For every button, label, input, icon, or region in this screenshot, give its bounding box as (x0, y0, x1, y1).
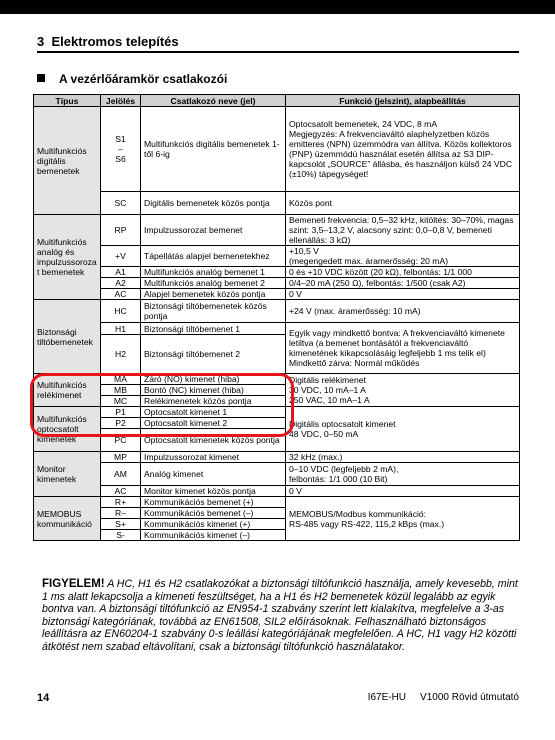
terminal-mark: A2 (101, 278, 141, 289)
group-label: Multifunkciós analóg és impulzussoroza t bemenetek (34, 215, 101, 300)
warning-label: FIGYELEM! (42, 578, 105, 590)
footer-doc-title: V1000 Rövid útmutató (420, 692, 519, 703)
terminal-name: Digitális bemenetek közös pontja (141, 192, 286, 215)
terminal-mark: AM (101, 463, 141, 486)
terminal-name: Relékimenetek közös pontja (141, 396, 286, 407)
terminal-mark: R– (101, 508, 141, 519)
terminal-name: Tápellátás alapjel bemenetekhez (141, 246, 286, 267)
terminal-name: Optocsatolt kimenet 1 (141, 407, 286, 418)
terminal-name: Impulzussorozat kimenet (141, 452, 286, 463)
terminal-mark: S- (101, 530, 141, 541)
header-type: Típus (34, 95, 101, 107)
terminal-name: Biztonsági tiltóbemenetek közös pontja (141, 300, 286, 323)
terminal-mark: +V (101, 246, 141, 267)
terminal-table (33, 94, 520, 541)
warning-text: A HC, H1 és H2 csatlakozókat a biztonsági tiltófunkció használja, amely kevesebb, mint 1 ms alatt lekapcsolja a kimeneti feszültséget, ha a H1 és H2 bemenetek közül legalább az egyik bontva van. A biztonsági tiltófunkció az EN954-1 szabvány szerint lett kialakítva, megfelelve a 3-as biztonsági kategóriának, továbbá az EN61508, SIL2 előírásoknak. Felhasználható biztonságos leállításra az EN60204-1 szabvány 0-s leállási kategóriájának megfelelően. A HC, H1 vagy H2 közötti átkötést nem szabad eltávolítani, csak a biztonsági tiltófunkció használatakor. (42, 578, 518, 653)
terminal-mark: RP (101, 215, 141, 246)
table-row (34, 192, 520, 215)
warning-note (42, 578, 520, 654)
terminal-name: Kommunikációs bemenet (–) (141, 508, 286, 519)
terminal-name: Analóg kimenet (141, 463, 286, 486)
group-label: MEMOBUS kommunikáció (34, 497, 101, 541)
group-label: Monitor kimenetek (34, 452, 101, 497)
terminal-name: Multifunkciós analóg bemenet 1 (141, 267, 286, 278)
terminal-name: Kommunikációs bemenet (+) (141, 497, 286, 508)
terminal-name: Optocsatolt kimenetek közös pontja (141, 429, 286, 452)
terminal-function: 0 és +10 VDC között (20 kΩ), felbontás: 1/1 000 (286, 267, 520, 278)
terminal-name: Biztonsági tiltóbemenet 1 (141, 323, 286, 335)
terminal-function: Bemeneti frekvencia: 0,5–32 kHz, kitöltés: 30–70%, magas szint: 3,5–13,2 V, alacsony szint: 0,0–0,8 V, bemeneti ellenállás: 3 kΩ) (286, 215, 520, 246)
table-row (34, 497, 520, 508)
terminal-function: MEMOBUS/Modbus kommunikáció: RS-485 vagy RS-422, 115,2 kBps (max.) (286, 497, 520, 541)
terminal-function: Digitális relékimenet 30 VDC, 10 mA–1 A 250 VAC, 10 mA–1 A (286, 374, 520, 407)
terminal-mark: H1 (101, 323, 141, 335)
terminal-function: Közös pont (286, 192, 520, 215)
terminal-mark: MA (101, 374, 141, 385)
chapter-title: Elektromos telepítés (51, 34, 179, 49)
terminal-mark: MB (101, 385, 141, 396)
terminal-function: 0 V (286, 486, 520, 497)
footer-doc-code: I67E-HU (367, 692, 407, 703)
footer-info (354, 692, 519, 703)
terminal-mark: HC (101, 300, 141, 323)
chapter-number: 3 (37, 34, 45, 49)
terminal-name: Bontó (NC) kimenet (hiba) (141, 385, 286, 396)
terminal-name: Kommunikációs kimenet (–) (141, 530, 286, 541)
group-label: Biztonsági tiltóbemenetek (34, 300, 101, 374)
terminal-mark: H2 (101, 335, 141, 374)
terminal-function: 0–10 VDC (legfeljebb 2 mA), felbontás: 1/1 000 (10 Bit) (286, 463, 520, 486)
table-row (34, 486, 520, 497)
terminal-name: Monitor kimenet közös pontja (141, 486, 286, 497)
terminal-function: Optocsatolt bemenetek, 24 VDC, 8 mA Megjegyzés: A frekvenciaváltó alaphelyzetben közös emitteres (NPN) üzemmódra van állítva. Közös kollektoros (PNP) üzemmódú használat esetén állítsa az S3 DIP-kapcsolót „SOURCE” állásba, és használjon külső 24 VDC (±10%) tápegységet! (286, 107, 520, 192)
square-bullet-icon (37, 74, 45, 82)
terminal-name: Kommunikációs kimenet (+) (141, 519, 286, 530)
terminal-name: Optocsatolt kimenet 2 (141, 418, 286, 429)
table-row (34, 278, 520, 289)
page-number: 14 (37, 692, 50, 704)
terminal-mark: A1 (101, 267, 141, 278)
header-function: Funkció (jelszint), alapbeállítás (286, 95, 520, 107)
section-title: A vezérlőáramkör csatlakozói (59, 72, 228, 86)
terminal-mark: PC (101, 429, 141, 452)
terminal-function: 0 V (286, 289, 520, 300)
table-row (34, 463, 520, 486)
group-label: Multifunkciós optocsatolt kimenetek (34, 407, 101, 452)
terminal-mark: AC (101, 486, 141, 497)
terminal-name: Impulzussorozat bemenet (141, 215, 286, 246)
terminal-name: Multifunkciós digitális bemenetek 1-től 6-ig (141, 107, 286, 192)
terminal-mark: P1 (101, 407, 141, 418)
terminal-mark: AC (101, 289, 141, 300)
terminal-mark: MP (101, 452, 141, 463)
table-row (34, 267, 520, 278)
terminal-function: Egyik vagy mindkettő bontva: A frekvenciaváltó kimenete letiltva (a bemenet bontásától a frekvenciaváltó kimenetének kikapcsolásáig legfeljebb 1 ms telik el) Mindkettő zárva: Normál működés (286, 323, 520, 374)
table-row (34, 246, 520, 267)
header-name: Csatlakozó neve (jel) (141, 95, 286, 107)
table-row (34, 323, 520, 335)
section-heading (37, 72, 227, 86)
terminal-mark: S1 – S6 (101, 107, 141, 192)
table-row (34, 452, 520, 463)
chapter-rule (37, 51, 519, 53)
terminal-mark: SC (101, 192, 141, 215)
terminal-mark: R+ (101, 497, 141, 508)
chapter-heading (37, 34, 179, 49)
table-row (34, 407, 520, 418)
terminal-function: Digitális optocsatolt kimenet 48 VDC, 0–50 mA (286, 407, 520, 452)
terminal-name: Alapjel bemenetek közös pontja (141, 289, 286, 300)
table-row (34, 374, 520, 385)
table-row (34, 107, 520, 192)
top-black-bar (0, 0, 555, 14)
table-row (34, 300, 520, 323)
group-label: Multifunkciós digitális bemenetek (34, 107, 101, 215)
terminal-name: Multifunkciós analóg bemenet 2 (141, 278, 286, 289)
terminal-mark: S+ (101, 519, 141, 530)
table-row (34, 289, 520, 300)
table-row (34, 215, 520, 246)
terminal-name: Biztonsági tiltóbemenet 2 (141, 335, 286, 374)
table-header-row (34, 95, 520, 107)
terminal-function: +10,5 V (megengedett max. áramerősség: 20 mA) (286, 246, 520, 267)
group-label: Multifunkciós relékimenet (34, 374, 101, 407)
terminal-function: +24 V (max. áramerősség: 10 mA) (286, 300, 520, 323)
header-mark: Jelölés (101, 95, 141, 107)
terminal-function: 0/4–20 mA (250 Ω), felbontás: 1/500 (csak A2) (286, 278, 520, 289)
terminal-name: Záró (NO) kimenet (hiba) (141, 374, 286, 385)
terminal-function: 32 kHz (max.) (286, 452, 520, 463)
terminal-mark: MC (101, 396, 141, 407)
terminal-mark: P2 (101, 418, 141, 429)
